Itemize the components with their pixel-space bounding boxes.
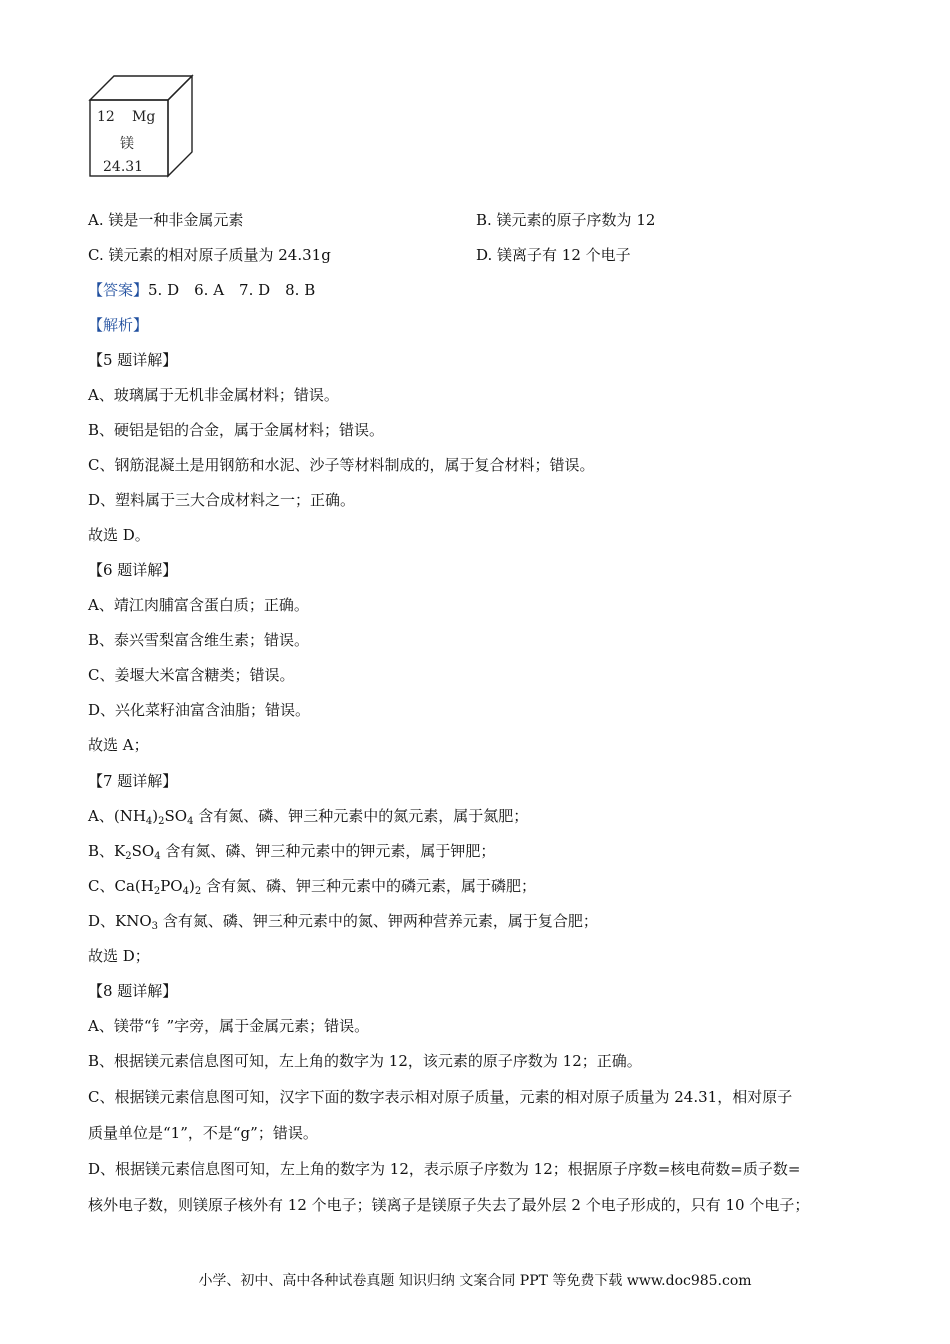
q7-c-prefix: C、 — [88, 877, 115, 895]
atomic-number: 12 — [97, 109, 115, 125]
element-name: 镁 — [120, 136, 134, 152]
q7-line-b — [88, 841, 495, 861]
q5-line-b: B、硬铝是铝的合金，属于金属材料；错误。 — [88, 421, 385, 439]
q6-conclusion: 故选 A； — [88, 736, 149, 754]
q7-title: 【7 题详解】 — [88, 772, 178, 790]
q5-line-a: A、玻璃属于无机非金属材料；错误。 — [88, 386, 339, 404]
q7-line-a — [88, 806, 528, 826]
answer-text: 5. D 6. A 7. D 8. B — [148, 281, 316, 299]
q5-title: 【5 题详解】 — [88, 351, 178, 369]
q7-line-c — [88, 876, 536, 896]
q8-line-b: B、根据镁元素信息图可知，左上角的数字为 12，该元素的原子序数为 12；正确。 — [88, 1052, 642, 1070]
q5-line-c: C、钢筋混凝土是用钢筋和水泥、沙子等材料制成的，属于复合材料；错误。 — [88, 456, 595, 474]
q8-line-d1: D、根据镁元素信息图可知，左上角的数字为 12，表示原子序数为 12；根据原子序数=核电荷数=质子数= — [88, 1160, 801, 1178]
answer-line — [88, 280, 315, 300]
cube-side-face — [168, 76, 192, 176]
option-b: B. 镁元素的原子序数为 12 — [476, 211, 656, 229]
q8-line-a: A、镁带“钅”字旁，属于金属元素；错误。 — [88, 1017, 370, 1035]
option-d: D. 镁离子有 12 个电子 — [476, 246, 631, 264]
formula-potassium-nitrate: $KNO_3$ — [115, 912, 159, 932]
q8-title: 【8 题详解】 — [88, 982, 178, 1000]
q7-a-text: 含有氮、磷、钾三种元素中的氮元素，属于氮肥； — [198, 807, 529, 825]
q8-line-c1: C、根据镁元素信息图可知，汉字下面的数字表示相对原子质量，元素的相对原子质量为 24.31，相对原子 — [88, 1088, 793, 1106]
page-footer: 小学、初中、高中各种试卷真题 知识归纳 文案合同 PPT 等免费下载 www.doc985.com — [198, 1273, 752, 1289]
q7-d-text: 含有氮、磷、钾三种元素中的氮、钾两种营养元素，属于复合肥； — [162, 912, 598, 930]
q7-line-d — [88, 911, 598, 931]
q7-d-prefix: D、 — [88, 912, 116, 930]
q6-line-d: D、兴化菜籽油富含油脂；错误。 — [88, 701, 311, 719]
q6-line-c: C、姜堰大米富含糖类；错误。 — [88, 666, 295, 684]
q7-b-prefix: B、 — [88, 842, 115, 860]
cube-top-face — [90, 76, 192, 100]
option-a: A. 镁是一种非金属元素 — [88, 211, 244, 229]
q7-b-text: 含有氮、磷、钾三种元素中的钾元素，属于钾肥； — [165, 842, 496, 860]
formula-calcium-phosphate: $Ca(H_2PO_4)_2$ — [114, 877, 202, 897]
element-info-card — [86, 72, 196, 180]
element-symbol: Mg — [132, 109, 156, 125]
formula-potassium-sulfate: $K_2SO_4$ — [114, 842, 161, 862]
analysis-label: 【解析】 — [88, 316, 149, 334]
q5-conclusion: 故选 D。 — [88, 526, 150, 544]
q6-line-b: B、泰兴雪梨富含维生素；错误。 — [88, 631, 310, 649]
q5-line-d: D、塑料属于三大合成材料之一；正确。 — [88, 491, 356, 509]
q7-c-text: 含有氮、磷、钾三种元素中的磷元素，属于磷肥； — [206, 877, 537, 895]
q7-a-prefix: A、 — [88, 807, 114, 825]
q6-title: 【6 题详解】 — [88, 561, 178, 579]
q8-line-d2: 核外电子数，则镁原子核外有 12 个电子；镁离子是镁原子失去了最外层 2 个电子形成的，只有 10 个电子； — [88, 1196, 810, 1214]
option-c: C. 镁元素的相对原子质量为 24.31g — [88, 246, 331, 264]
atomic-mass: 24.31 — [103, 159, 144, 175]
q7-conclusion: 故选 D； — [88, 947, 150, 965]
q6-line-a: A、靖江肉脯富含蛋白质；正确。 — [88, 596, 309, 614]
answer-label: 【答案】 — [88, 281, 149, 299]
q8-line-c2: 质量单位是“1”，不是“g”；错误。 — [88, 1124, 318, 1142]
formula-ammonium-sulfate: $(NH_4)_2SO_4$ — [113, 807, 194, 827]
